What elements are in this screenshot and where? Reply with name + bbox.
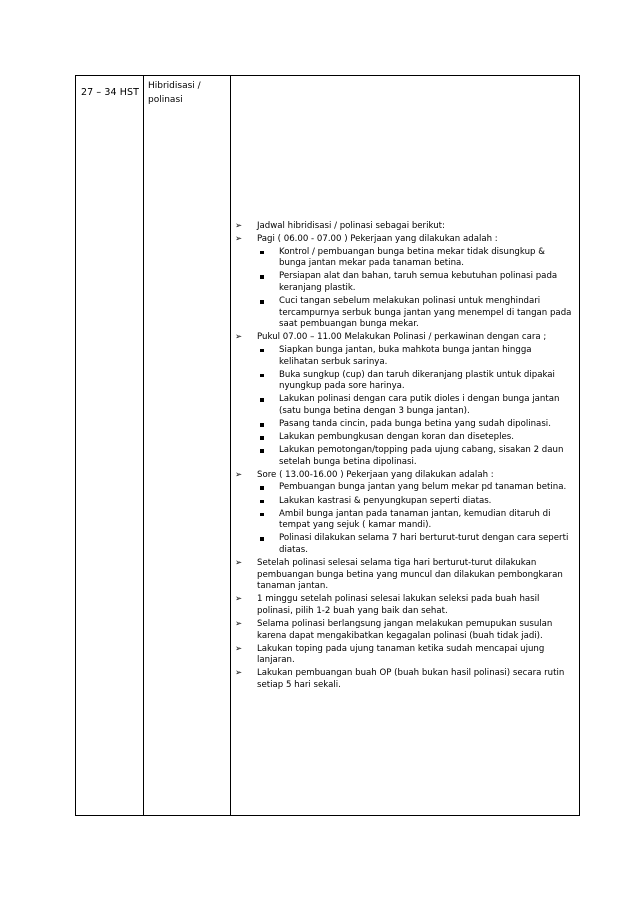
sub-list-item-text: Cuci tangan sebelum melakukan polinasi untuk menghindari tercampurnya serbuk bunga jantan yang menempel di tangan pada saat pembuangan bunga mekar.	[279, 296, 572, 330]
sub-list-item-text: Lakukan pembungkusan dengan koran dan diseteples.	[279, 432, 514, 443]
list-item-text: Lakukan toping pada ujung tanaman ketika sudah mencapai ujung lanjaran.	[257, 643, 545, 666]
sub-list-item-text: Polinasi dilakukan selama 7 hari berturut-turut dengan cara seperti diatas.	[279, 533, 569, 555]
sub-list-item-text: Buka sungkup (cup) dan taruh dikeranjang plastik untuk dipakai nyungkup pada sore harinya.	[279, 369, 555, 392]
list-item	[235, 668, 573, 691]
square-bullet-icon	[260, 423, 264, 427]
sub-list-item	[257, 247, 573, 270]
arrow-bullet-icon: ➢	[235, 234, 243, 245]
square-bullet-icon	[260, 436, 264, 440]
list-item-text: 1 minggu setelah polinasi selesai lakukan seleksi pada buah hasil polinasi, pilih 1-2 buah yang baik dan sehat.	[257, 594, 540, 616]
arrow-bullet-icon: ➢	[235, 619, 243, 629]
schedule-table	[75, 75, 580, 816]
sub-list-item-text: Lakukan polinasi dengan cara putik dioles i dengan bunga jantan (satu bunga betina dengan 3 bunga jantan).	[279, 394, 560, 416]
sub-list-item	[257, 394, 573, 417]
square-bullet-icon	[260, 513, 264, 517]
procedure-list	[231, 221, 579, 692]
age-cell	[76, 76, 144, 816]
list-item	[235, 332, 573, 468]
square-bullet-icon	[260, 449, 264, 453]
sub-list-item-text: Kontrol / pembuangan bunga betina mekar tidak disungkup & bunga jantan mekar pada tanaman betina.	[279, 246, 545, 269]
arrow-bullet-icon: ➢	[235, 594, 243, 605]
square-bullet-icon	[260, 374, 264, 378]
arrow-bullet-icon: ➢	[235, 643, 243, 654]
square-bullet-icon	[260, 537, 264, 541]
list-item-text: Jadwal hibridisasi / polinasi sebagai berikut:	[257, 221, 445, 231]
list-item	[235, 619, 573, 642]
sub-list-item	[257, 345, 573, 368]
list-item	[235, 234, 573, 331]
list-item-text: Sore ( 13.00-16.00 ) Pekerjaan yang dilakukan adalah :	[257, 469, 494, 480]
age-text: 27 – 34 HST	[81, 87, 140, 98]
square-bullet-icon	[260, 349, 264, 353]
sub-list-item	[257, 482, 573, 494]
square-bullet-icon	[260, 251, 264, 255]
sub-list-item	[257, 370, 573, 393]
list-item-text: Lakukan pembuangan buah OP (buah bukan hasil polinasi) secara rutin setiap 5 hari sekali.	[257, 668, 565, 690]
sub-list-item-text: Pasang tanda cincin, pada bunga betina yang sudah dipolinasi.	[279, 419, 551, 429]
arrow-bullet-icon: ➢	[235, 668, 243, 679]
square-bullet-icon	[260, 500, 264, 504]
list-item	[235, 644, 573, 667]
list-item-text: Setelah polinasi selesai selama tiga hari berturut-turut dilakukan pembuangan bunga betina yang muncul dan dilakukan pembongkaran tanaman jantan.	[257, 558, 563, 592]
list-item-text: Pagi ( 06.00 - 07.00 ) Pekerjaan yang dilakukan adalah :	[257, 234, 498, 245]
sub-list	[257, 482, 573, 556]
list-item	[235, 221, 573, 233]
sub-list-item	[257, 509, 573, 532]
list-item	[235, 594, 573, 617]
sub-list-item-text: Lakukan kastrasi & penyungkupan seperti diatas.	[279, 495, 492, 506]
sub-list	[257, 247, 573, 331]
square-bullet-icon	[260, 275, 264, 279]
activity-cell	[144, 76, 231, 816]
details-cell	[231, 76, 580, 816]
arrow-bullet-icon: ➢	[235, 332, 243, 343]
activity-text-line1: Hibridisasi /	[148, 81, 201, 91]
list-item-text: Selama polinasi berlangsung jangan melakukan pemupukan susulan karena dapat mengakibatkan kegagalan polinasi (buah tidak jadi).	[257, 619, 553, 641]
arrow-bullet-icon: ➢	[235, 469, 243, 480]
square-bullet-icon	[260, 398, 264, 402]
list-item	[235, 470, 573, 557]
sub-list-item	[257, 419, 573, 431]
sub-list-item	[257, 533, 573, 556]
square-bullet-icon	[260, 486, 264, 490]
arrow-bullet-icon: ➢	[235, 558, 243, 569]
sub-list-item-text: Pembuangan bunga jantan yang belum mekar pd tanaman betina.	[279, 482, 567, 493]
sub-list-item-text: Lakukan pemotongan/topping pada ujung cabang, sisakan 2 daun setelah bunga betina dipolinasi.	[279, 445, 564, 467]
sub-list-item-text: Siapkan bunga jantan, buka mahkota bunga jantan hingga kelihatan serbuk sarinya.	[279, 344, 532, 367]
sub-list-item	[257, 271, 573, 294]
sub-list-item	[257, 445, 573, 468]
table-row	[76, 76, 580, 816]
sub-list	[257, 345, 573, 468]
sub-list-item	[257, 496, 573, 508]
arrow-bullet-icon: ➢	[235, 221, 243, 231]
activity-text-line2: polinasi	[148, 95, 183, 105]
sub-list-item-text: Ambil bunga jantan pada tanaman jantan, kemudian ditaruh di tempat yang sejuk ( kamar mandi).	[279, 508, 551, 531]
sub-list-item	[257, 296, 573, 331]
list-item-text: Pukul 07.00 – 11.00 Melakukan Polinasi / perkawinan dengan cara ;	[257, 332, 547, 343]
square-bullet-icon	[260, 300, 264, 304]
sub-list-item-text: Persiapan alat dan bahan, taruh semua kebutuhan polinasi pada keranjang plastik.	[279, 271, 558, 293]
sub-list-item	[257, 432, 573, 444]
list-item	[235, 558, 573, 593]
